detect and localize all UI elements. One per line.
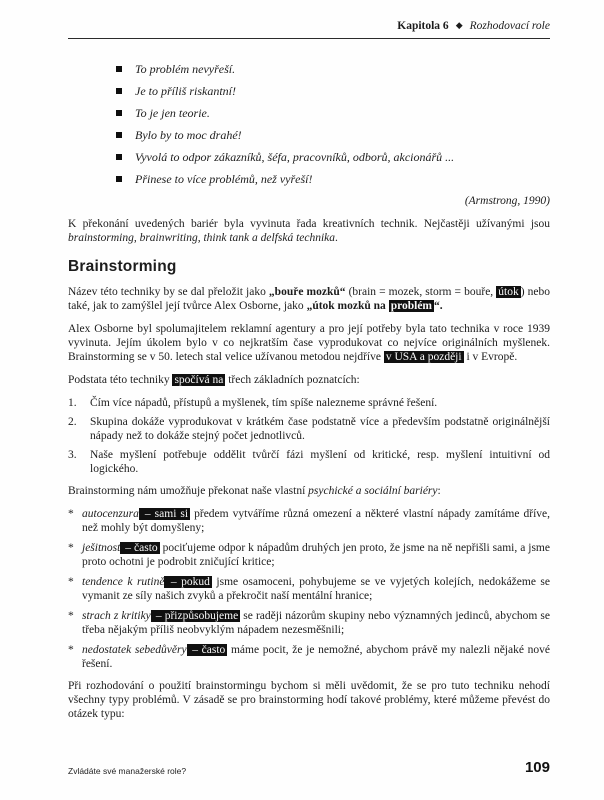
square-bullet-icon bbox=[116, 176, 122, 182]
star-marker: * bbox=[68, 576, 74, 588]
term-label: tendence k rutině bbox=[82, 576, 165, 588]
text-segment: pociťujeme odpor k nápadům druhých jen proto, že jsme na ně nepřišli sami, a jsme proto ochotni je podrobit zničující kritice; bbox=[82, 542, 550, 568]
paragraph-closing: Při rozhodování o použití brainstormingu bychom si měli uvědomit, že se pro tuto techniku nehodí všechny typy problémů. V zásadě se pro brainstorming hodí takové problémy, které můžeme převést do otázek typu: bbox=[68, 680, 550, 720]
text-segment: “. bbox=[434, 300, 443, 312]
barrier-item bbox=[68, 643, 550, 671]
square-bullet-icon bbox=[116, 88, 122, 94]
techniques-italic: brainstorming, brainwriting, think tank a delfská technika bbox=[68, 232, 336, 244]
barriers-list bbox=[68, 507, 550, 671]
list-item-text: To problém nevyřeší. bbox=[135, 62, 236, 76]
numbered-item bbox=[68, 396, 550, 410]
list-item-text: Bylo by to moc drahé! bbox=[135, 128, 242, 142]
list-item-text: Vyvolá to odpor zákazníků, šéfa, pracovníků, odborů, akcionářů ... bbox=[135, 150, 455, 164]
footer-question: Zvládáte své manažerské role? bbox=[68, 766, 187, 776]
paragraph-etymology bbox=[68, 285, 550, 313]
principles-list bbox=[68, 396, 550, 476]
list-item bbox=[116, 151, 550, 164]
square-bullet-icon bbox=[116, 132, 122, 138]
text-segment: i v Evropě. bbox=[463, 351, 518, 363]
barrier-item bbox=[68, 575, 550, 603]
text-segment: Alex Osborne byl spolumajitelem reklamní agentury a pro její potřeby byla tato technika v roce 1939 vyvinuta. Jejím úkolem bylo v co nejkratším čase vyprodukovat co nejvíce originálních myšlenek. Brainstorming se v 50. letech stal velice užívanou metodou nejdříve bbox=[68, 323, 550, 363]
section-heading: Brainstorming bbox=[68, 258, 177, 275]
term-label: nedostatek sebedůvěry bbox=[82, 644, 187, 656]
chapter-label: Kapitola 6 bbox=[397, 20, 449, 32]
text-segment: : bbox=[437, 485, 441, 497]
star-marker: * bbox=[68, 542, 74, 554]
text-segment: třech základních poznatcích: bbox=[225, 374, 360, 386]
highlight-span: – pokud bbox=[166, 576, 210, 588]
highlight-span: – často bbox=[188, 644, 226, 656]
text-segment: ) nebo také, jak to zamýšlel její tvůrce Alex Osborne, jako bbox=[68, 286, 551, 312]
paragraph-principles-intro bbox=[68, 373, 550, 387]
text-segment: K překonání uvedených bariér byla vyvinuta řada kreativních technik. Nejčastěji užívanými jsou bbox=[68, 218, 550, 230]
text-segment: . bbox=[335, 232, 338, 244]
numbered-item bbox=[68, 415, 550, 443]
highlight-span: útok bbox=[498, 286, 519, 298]
term-label: ješitnost bbox=[82, 542, 121, 554]
page-header bbox=[68, 20, 550, 39]
barrier-item bbox=[68, 507, 550, 535]
star-marker: * bbox=[68, 508, 74, 520]
item-number: 1. bbox=[68, 397, 77, 409]
paragraph-barriers-intro bbox=[68, 484, 550, 498]
highlight-span: problém bbox=[390, 300, 433, 312]
highlight-span: – přizpůsobujeme bbox=[152, 610, 239, 622]
list-item-text: To je jen teorie. bbox=[135, 106, 210, 120]
numbered-item bbox=[68, 448, 550, 476]
text-segment: jsme osamoceni, pohybujeme se ve vyjetých kolejích, nedokážeme se vymanit ze síly našich zvyků a překročit naší mentální hranice; bbox=[82, 576, 551, 602]
section-label: Rozhodovací role bbox=[469, 20, 550, 32]
bold-phrase: „útok mozků na bbox=[306, 300, 389, 312]
square-bullet-icon bbox=[116, 154, 122, 160]
text-segment: Brainstorming nám umožňuje překonat naše vlastní bbox=[68, 485, 309, 497]
text-segment: Podstata této techniky bbox=[68, 374, 173, 386]
list-item bbox=[116, 85, 550, 98]
item-text: Skupina dokáže vyprodukovat v krátkém čase podstatně více a především podstatně originálnější nápady než to dokáže stejný počet jednotlivců. bbox=[90, 416, 550, 442]
star-marker: * bbox=[68, 610, 74, 622]
bold-phrase: „bouře mozků“ bbox=[268, 286, 346, 298]
diamond-icon: ◆ bbox=[455, 20, 463, 30]
square-bullet-icon bbox=[116, 110, 122, 116]
citation: (Armstrong, 1990) bbox=[464, 195, 550, 207]
italic-phrase: psychické a sociální bariéry bbox=[308, 485, 438, 497]
item-text: Naše myšlení potřebuje oddělit tvůrčí fázi myšlení od kritické, resp. myšlení intuitivní od logického. bbox=[90, 449, 550, 475]
highlight-span: spočívá na bbox=[174, 374, 224, 386]
list-item bbox=[116, 63, 550, 76]
term-label: strach z kritiky bbox=[82, 610, 151, 622]
item-text: Čím více nápadů, přístupů a myšlenek, tím spíše nalezneme správné řešení. bbox=[90, 397, 438, 409]
text-segment: (brain = mozek, storm = bouře, bbox=[345, 286, 497, 298]
list-item-text: Je to příliš riskantní! bbox=[135, 84, 236, 98]
item-number: 3. bbox=[68, 449, 77, 461]
item-number: 2. bbox=[68, 416, 77, 428]
list-item bbox=[116, 107, 550, 120]
list-item-text: Přinese to více problémů, než vyřeší! bbox=[135, 172, 313, 186]
text-segment: Název této techniky by se dal přeložit jako bbox=[68, 286, 269, 298]
paragraph-history bbox=[68, 322, 550, 364]
list-item bbox=[116, 173, 550, 186]
text-segment: předem vytváříme různá omezení a některé vlastní nápady zamítáme dříve, než mohly být domyšleny; bbox=[82, 508, 550, 534]
barrier-item bbox=[68, 609, 550, 637]
barrier-item bbox=[68, 541, 550, 569]
highlight-span: v USA a později bbox=[385, 351, 462, 363]
text-segment: máme pocit, že je nemožné, abychom právě my nalezli nějaké nové řešení. bbox=[82, 644, 550, 670]
page-number: 109 bbox=[524, 759, 550, 776]
square-bullet-icon bbox=[116, 66, 122, 72]
highlight-span: – sami si bbox=[140, 508, 189, 520]
objection-list bbox=[116, 63, 550, 186]
term-label: autocenzura bbox=[82, 508, 139, 520]
text-segment: se raději názorům skupiny nebo významných jedinců, abychom se třeba nějakým příliš neobvyklým nápadem nezesměšnili; bbox=[82, 610, 551, 636]
page-footer bbox=[68, 759, 550, 776]
intro-paragraph bbox=[68, 217, 550, 245]
list-item bbox=[116, 129, 550, 142]
star-marker: * bbox=[68, 644, 74, 656]
page-content bbox=[68, 20, 550, 730]
highlight-span: – často bbox=[122, 542, 158, 554]
